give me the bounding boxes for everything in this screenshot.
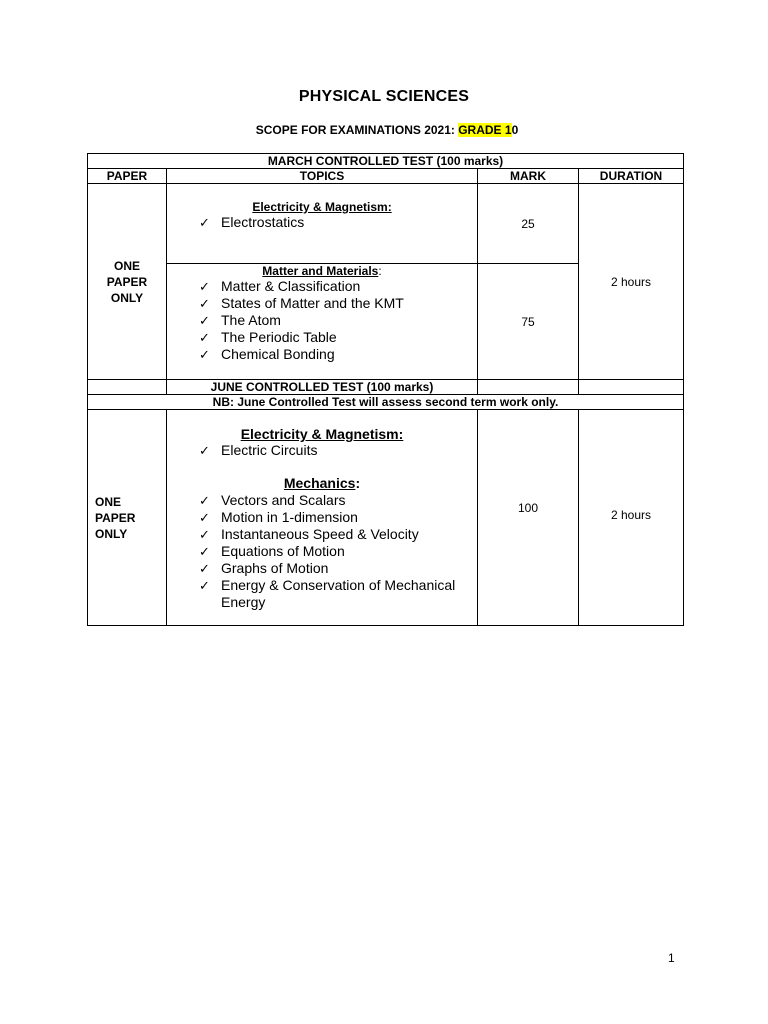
topic-item — [199, 329, 477, 346]
topic-label: Energy & Conservation of Mechanical Energy — [221, 577, 456, 610]
check-icon: ✓ — [199, 544, 210, 559]
march-topics-matter — [167, 264, 478, 380]
topic-list — [167, 492, 477, 611]
check-icon: ✓ — [199, 313, 210, 328]
paper-line: PAPER — [106, 274, 148, 289]
topic-item — [199, 577, 477, 611]
subtitle-suffix: 0 — [511, 123, 519, 137]
june-header-spacer — [579, 380, 684, 395]
column-header-duration: DURATION — [579, 169, 684, 184]
march-row-electricity — [88, 184, 684, 264]
june-header-spacer — [478, 380, 579, 395]
subtitle-prefix: SCOPE FOR EXAMINATIONS 2021: — [255, 123, 459, 137]
march-header: MARCH CONTROLLED TEST (100 marks) — [88, 154, 684, 169]
june-note-row — [88, 395, 684, 410]
june-header-row — [88, 380, 684, 395]
topic-item — [199, 214, 477, 231]
topic-label: Vectors and Scalars — [221, 492, 346, 508]
topic-list — [167, 278, 477, 363]
check-icon: ✓ — [199, 443, 210, 458]
topic-label: Electric Circuits — [221, 442, 318, 458]
grade-highlight: GRADE 1 — [458, 123, 512, 137]
june-duration: 2 hours — [579, 410, 684, 626]
check-icon: ✓ — [199, 510, 210, 525]
topic-label: Motion in 1-dimension — [221, 509, 358, 525]
topic-item — [199, 543, 477, 560]
topic-label: Instantaneous Speed & Velocity — [221, 526, 419, 542]
section-heading: Electricity & Magnetism: — [252, 200, 392, 214]
march-header-row — [88, 154, 684, 169]
topic-item — [199, 442, 477, 459]
june-note: NB: June Controlled Test will assess second term work only. — [88, 395, 684, 410]
topic-label: Equations of Motion — [221, 543, 345, 559]
topic-label: Chemical Bonding — [221, 346, 335, 362]
check-icon: ✓ — [199, 561, 210, 576]
topic-item — [199, 526, 477, 543]
section-heading-wrap — [167, 264, 477, 278]
check-icon: ✓ — [199, 330, 210, 345]
march-duration: 2 hours — [579, 184, 684, 380]
march-mark-electricity: 25 — [478, 184, 579, 264]
june-row — [88, 410, 684, 626]
check-icon: ✓ — [199, 296, 210, 311]
column-header-topics: TOPICS — [167, 169, 478, 184]
topic-item — [199, 295, 477, 312]
section-heading-suffix: : — [378, 264, 382, 278]
page-number: 1 — [668, 951, 675, 965]
june-paper-label — [88, 410, 167, 626]
document-title: PHYSICAL SCIENCES — [298, 88, 470, 105]
check-icon: ✓ — [199, 279, 210, 294]
topic-label: The Periodic Table — [221, 329, 337, 345]
topic-item — [199, 509, 477, 526]
topic-list — [167, 214, 477, 231]
paper-line: PAPER — [95, 510, 136, 525]
june-header: JUNE CONTROLLED TEST (100 marks) — [167, 380, 478, 395]
section-heading-suffix: : — [355, 475, 361, 491]
topic-label: States of Matter and the KMT — [221, 295, 404, 311]
topic-item — [199, 492, 477, 509]
topic-label: Matter & Classification — [221, 278, 361, 294]
march-paper-label — [88, 184, 167, 380]
topic-label: Graphs of Motion — [221, 560, 329, 576]
paper-line: ONE — [95, 494, 122, 509]
paper-line: ONLY — [110, 290, 144, 305]
column-header-paper: PAPER — [88, 169, 167, 184]
section-heading: Matter and Materials — [262, 264, 379, 278]
document-subtitle — [0, 123, 768, 137]
topic-item — [199, 346, 477, 363]
check-icon: ✓ — [199, 527, 210, 542]
topic-item — [199, 312, 477, 329]
topic-item — [199, 278, 477, 295]
section-heading: Electricity & Magnetism: — [240, 426, 404, 442]
june-header-spacer — [88, 380, 167, 395]
topic-label: Electrostatics — [221, 214, 305, 230]
check-icon: ✓ — [199, 347, 210, 362]
column-header-row — [88, 169, 684, 184]
check-icon: ✓ — [199, 493, 210, 508]
check-icon: ✓ — [199, 215, 210, 230]
column-header-mark: MARK — [478, 169, 579, 184]
section-heading: Mechanics — [283, 475, 356, 491]
paper-line: ONE — [113, 258, 140, 273]
topic-list — [167, 442, 477, 459]
section-heading-wrap — [167, 475, 477, 492]
june-topics — [167, 410, 478, 626]
march-mark-matter: 75 — [478, 264, 579, 380]
june-mark: 100 — [478, 410, 579, 626]
paper-line: ONLY — [95, 526, 128, 541]
topic-label: The Atom — [221, 312, 281, 328]
check-icon: ✓ — [199, 578, 210, 593]
topic-item — [199, 560, 477, 577]
scope-table — [87, 153, 684, 626]
march-topics-electricity — [167, 184, 478, 264]
